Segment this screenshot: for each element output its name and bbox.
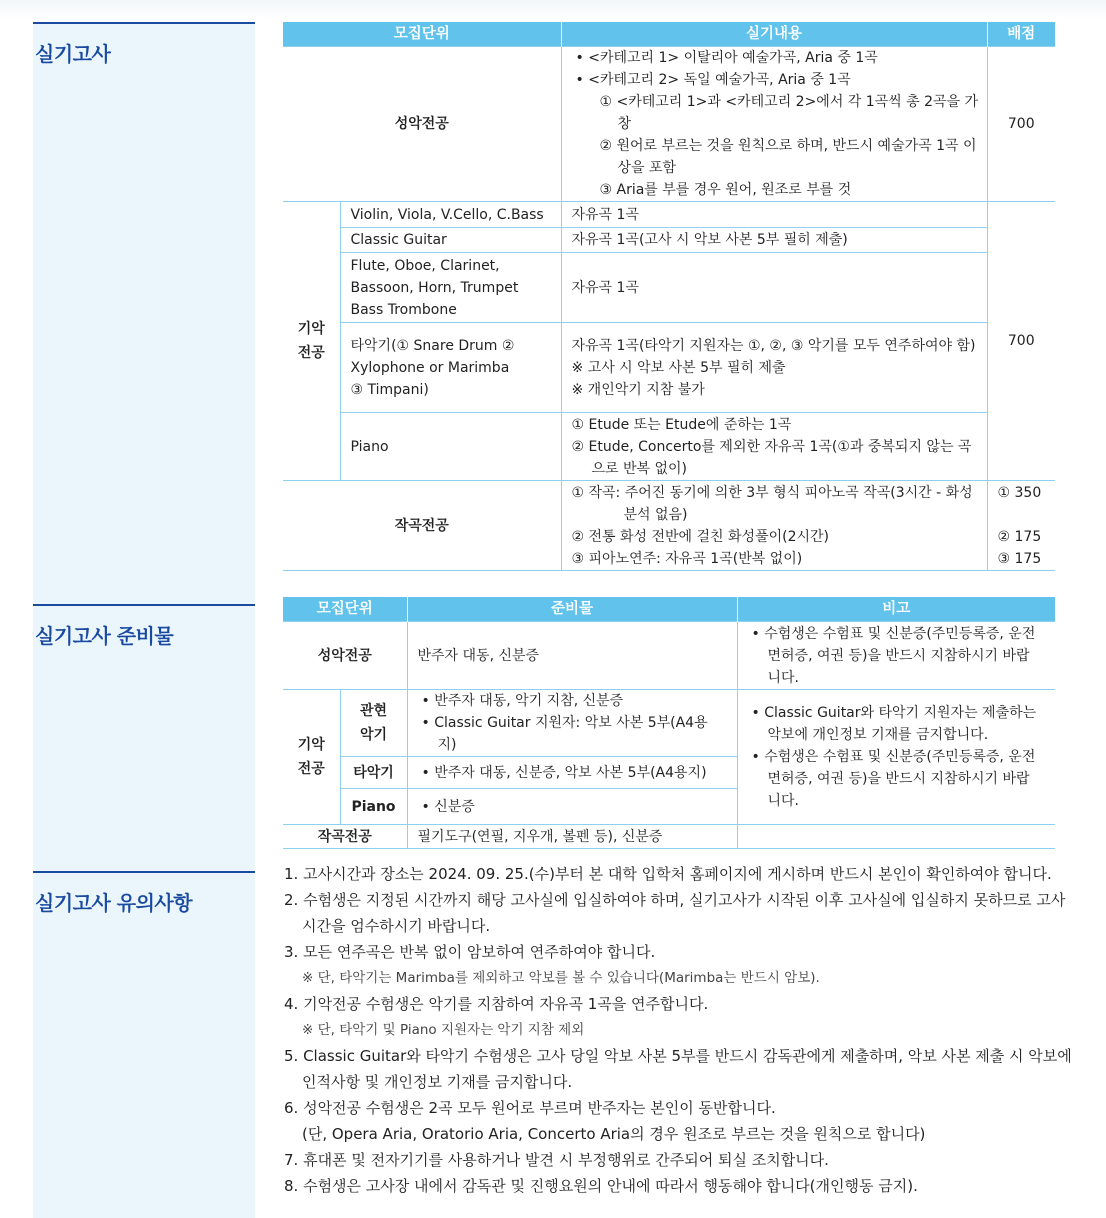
list-item xyxy=(284,1043,1074,1095)
table-row-winds xyxy=(283,253,1055,323)
note-text: 1. 고사시간과 장소는 2024. 09. 25.(수)부터 본 대학 입학처 홈페이지에 게시하며 반드시 본인이 확인하여야 합니다. xyxy=(284,865,1052,883)
col-header-unit: 모집단위 xyxy=(283,597,407,622)
unit-instrumental-label: 기악전공 xyxy=(297,737,325,777)
materials-percussion xyxy=(407,757,737,789)
col-header-materials: 준비물 xyxy=(407,597,737,622)
note-text: 5. Classic Guitar와 타악기 수험생은 고사 당일 악보 사본 5부를 반드시 감독관에게 제출하며, 악보 사본 제출 시 악보에 인적사항 및 개인정보 기재를 금지합니다. xyxy=(284,1047,1072,1091)
exam-content-table xyxy=(283,22,1055,571)
note-subtext: (단, Opera Aria, Oratorio Aria, Concerto Aria의 경우 원조로 부르는 것을 원칙으로 합니다) xyxy=(302,1125,926,1143)
unit-vocal: 성악전공 xyxy=(283,622,407,690)
note-subtext: ※ 단, 타악기 및 Piano 지원자는 악기 지참 제외 xyxy=(302,1022,585,1038)
section-title-materials: 실기고사 준비물 xyxy=(35,624,174,648)
content-winds: 자유곡 1곡 xyxy=(561,253,987,323)
list-item: ① <카테고리 1>과 <카테고리 2>에서 각 1곡씩 총 2곡을 가창 xyxy=(599,94,979,132)
list-item: ※ 개인악기 지참 불가 xyxy=(571,381,705,398)
instrument-percussion: 타악기(① Snare Drum ② Xylophone or Marimba ③ Timpani) xyxy=(340,323,561,413)
unit-instrumental-label: 기악전공 xyxy=(297,321,325,361)
remarks-composition xyxy=(737,825,1055,849)
list-item: • Classic Guitar 지원자: 악보 사본 5부(A4용지) xyxy=(421,715,708,753)
score-instrumental: 700 xyxy=(987,202,1055,481)
table-header-row xyxy=(283,22,1055,47)
section-title-exam: 실기고사 xyxy=(35,42,111,66)
note-text: 7. 휴대폰 및 전자기기를 사용하거나 발견 시 부정행위로 간주되어 퇴실 조치합니다. xyxy=(284,1151,829,1169)
list-item: • 수험생은 수험표 및 신분증(주민등록증, 운전면허증, 여권 등)을 반드시 지참하시기 바랍니다. xyxy=(751,625,1036,686)
table-row-guitar xyxy=(283,228,1055,253)
note-subtext: ※ 단, 타악기는 Marimba를 제외하고 악보를 볼 수 있습니다(Marimba는 반드시 암보). xyxy=(302,970,820,986)
table-row-percussion xyxy=(283,323,1055,413)
instrument-piano: Piano xyxy=(340,413,561,481)
sub-unit-piano: Piano xyxy=(340,789,407,825)
note-text: 3. 모든 연주곡은 반복 없이 암보하여 연주하여야 합니다. xyxy=(284,943,656,961)
list-item: • <카테고리 1> 이탈리아 예술가곡, Aria 중 1곡 xyxy=(575,50,878,66)
content-composition xyxy=(561,481,987,571)
sub-unit-strings-label: 관현악기 xyxy=(359,703,388,743)
section-rule-materials xyxy=(33,604,255,606)
instrument-strings: Violin, Viola, V.Cello, C.Bass xyxy=(340,202,561,228)
section-rule-exam xyxy=(33,22,255,24)
unit-composition: 작곡전공 xyxy=(283,481,561,571)
list-item: ② 175 xyxy=(997,528,1042,545)
list-item: ① Etude 또는 Etude에 준하는 1곡 xyxy=(571,416,792,433)
list-item: ① 작곡: 주어진 동기에 의한 3부 형식 피아노곡 작곡(3시간 - 화성분석 없음) xyxy=(571,484,973,523)
remarks-vocal xyxy=(737,622,1055,690)
sub-unit-strings xyxy=(340,690,407,757)
materials-vocal: 반주자 대동, 신분증 xyxy=(407,622,737,690)
content-vocal xyxy=(561,47,987,202)
list-item xyxy=(284,887,1074,939)
content-guitar: 자유곡 1곡(고사 시 악보 사본 5부 필히 제출) xyxy=(561,228,987,253)
table-row-piano xyxy=(283,413,1055,481)
list-item: ② 원어로 부르는 것을 원칙으로 하며, 반드시 예술가곡 1곡 이상을 포함 xyxy=(599,138,977,176)
unit-composition: 작곡전공 xyxy=(283,825,407,849)
list-item: • 반주자 대동, 신분증, 악보 사본 5부(A4용지) xyxy=(421,764,707,781)
list-item: ③ 175 xyxy=(997,550,1042,567)
table-row-composition xyxy=(283,481,1055,571)
list-item: • 반주자 대동, 악기 지참, 신분증 xyxy=(421,693,624,709)
table-header-row xyxy=(283,597,1055,622)
list-item: • Classic Guitar와 타악기 지원자는 제출하는 악보에 개인정보 기재를 금지합니다. xyxy=(751,705,1037,743)
list-item: ② Etude, Concerto를 제외한 자유곡 1곡(①과 중복되지 않는 곡으로 반복 없이) xyxy=(571,438,972,477)
table-row-strings xyxy=(283,202,1055,228)
list-item: ③ Aria를 부를 경우 원어, 원조로 부를 것 xyxy=(599,182,852,198)
list-item xyxy=(284,1173,1074,1199)
table-row-strings xyxy=(283,690,1055,757)
materials-table xyxy=(283,597,1055,849)
unit-instrumental xyxy=(283,202,340,481)
instrument-winds: Flute, Oboe, Clarinet, Bassoon, Horn, Trumpet Bass Trombone xyxy=(340,253,561,323)
content-strings: 자유곡 1곡 xyxy=(561,202,987,228)
table-row-composition xyxy=(283,825,1055,849)
score-vocal: 700 xyxy=(987,47,1055,202)
materials-strings xyxy=(407,690,737,757)
table-row-vocal xyxy=(283,622,1055,690)
list-item xyxy=(284,1147,1074,1173)
list-item: ※ 고사 시 악보 사본 5부 필히 제출 xyxy=(571,359,786,376)
instrument-guitar: Classic Guitar xyxy=(340,228,561,253)
score-composition xyxy=(987,481,1055,571)
col-header-score: 배점 xyxy=(987,22,1055,47)
list-item: ② 전통 화성 전반에 걸친 화성풀이(2시간) xyxy=(571,528,829,545)
section-title-notes: 실기고사 유의사항 xyxy=(35,891,193,915)
materials-piano xyxy=(407,789,737,825)
notes-list xyxy=(284,861,1074,1199)
col-header-content: 실기내용 xyxy=(561,22,987,47)
content-percussion xyxy=(561,323,987,413)
list-item: • <카테고리 2> 독일 예술가곡, Aria 중 1곡 xyxy=(575,72,851,88)
list-item: • 수험생은 수험표 및 신분증(주민등록증, 운전면허증, 여권 등)을 반드시 지참하시기 바랍니다. xyxy=(751,749,1036,809)
note-text: 2. 수험생은 지정된 시간까지 해당 고사실에 입실하여야 하며, 실기고사가 시작된 이후 고사실에 입실하지 못하므로 고사시간을 엄수하시기 바랍니다. xyxy=(284,891,1066,935)
list-item xyxy=(284,991,1074,1043)
sub-unit-percussion: 타악기 xyxy=(340,757,407,789)
col-header-remarks: 비고 xyxy=(737,597,1055,622)
section-rule-notes xyxy=(33,871,255,873)
content-piano xyxy=(561,413,987,481)
list-item: • 신분증 xyxy=(421,798,475,815)
list-item xyxy=(284,939,1074,991)
note-text: 4. 기악전공 수험생은 악기를 지참하여 자유곡 1곡을 연주합니다. xyxy=(284,995,709,1013)
list-item xyxy=(284,1095,1074,1147)
materials-composition: 필기도구(연필, 지우개, 볼펜 등), 신분증 xyxy=(407,825,737,849)
unit-instrumental xyxy=(283,690,340,825)
unit-vocal: 성악전공 xyxy=(283,47,561,202)
list-item: ③ 피아노연주: 자유곡 1곡(반복 없이) xyxy=(571,550,803,567)
list-item xyxy=(284,861,1074,887)
table-row-vocal xyxy=(283,47,1055,202)
note-text: 8. 수험생은 고사장 내에서 감독관 및 진행요원의 안내에 따라서 행동해야 합니다(개인행동 금지). xyxy=(284,1177,918,1195)
list-item: ① 350 xyxy=(997,484,1042,501)
col-header-unit: 모집단위 xyxy=(283,22,561,47)
remarks-instrumental xyxy=(737,690,1055,825)
top-gradient-bar xyxy=(0,0,1106,20)
note-text: 6. 성악전공 수험생은 2곡 모두 원어로 부르며 반주자는 본인이 동반합니다. xyxy=(284,1099,776,1117)
list-item: 자유곡 1곡(타악기 지원자는 ①, ②, ③ 악기를 모두 연주하여야 함) xyxy=(571,337,976,354)
